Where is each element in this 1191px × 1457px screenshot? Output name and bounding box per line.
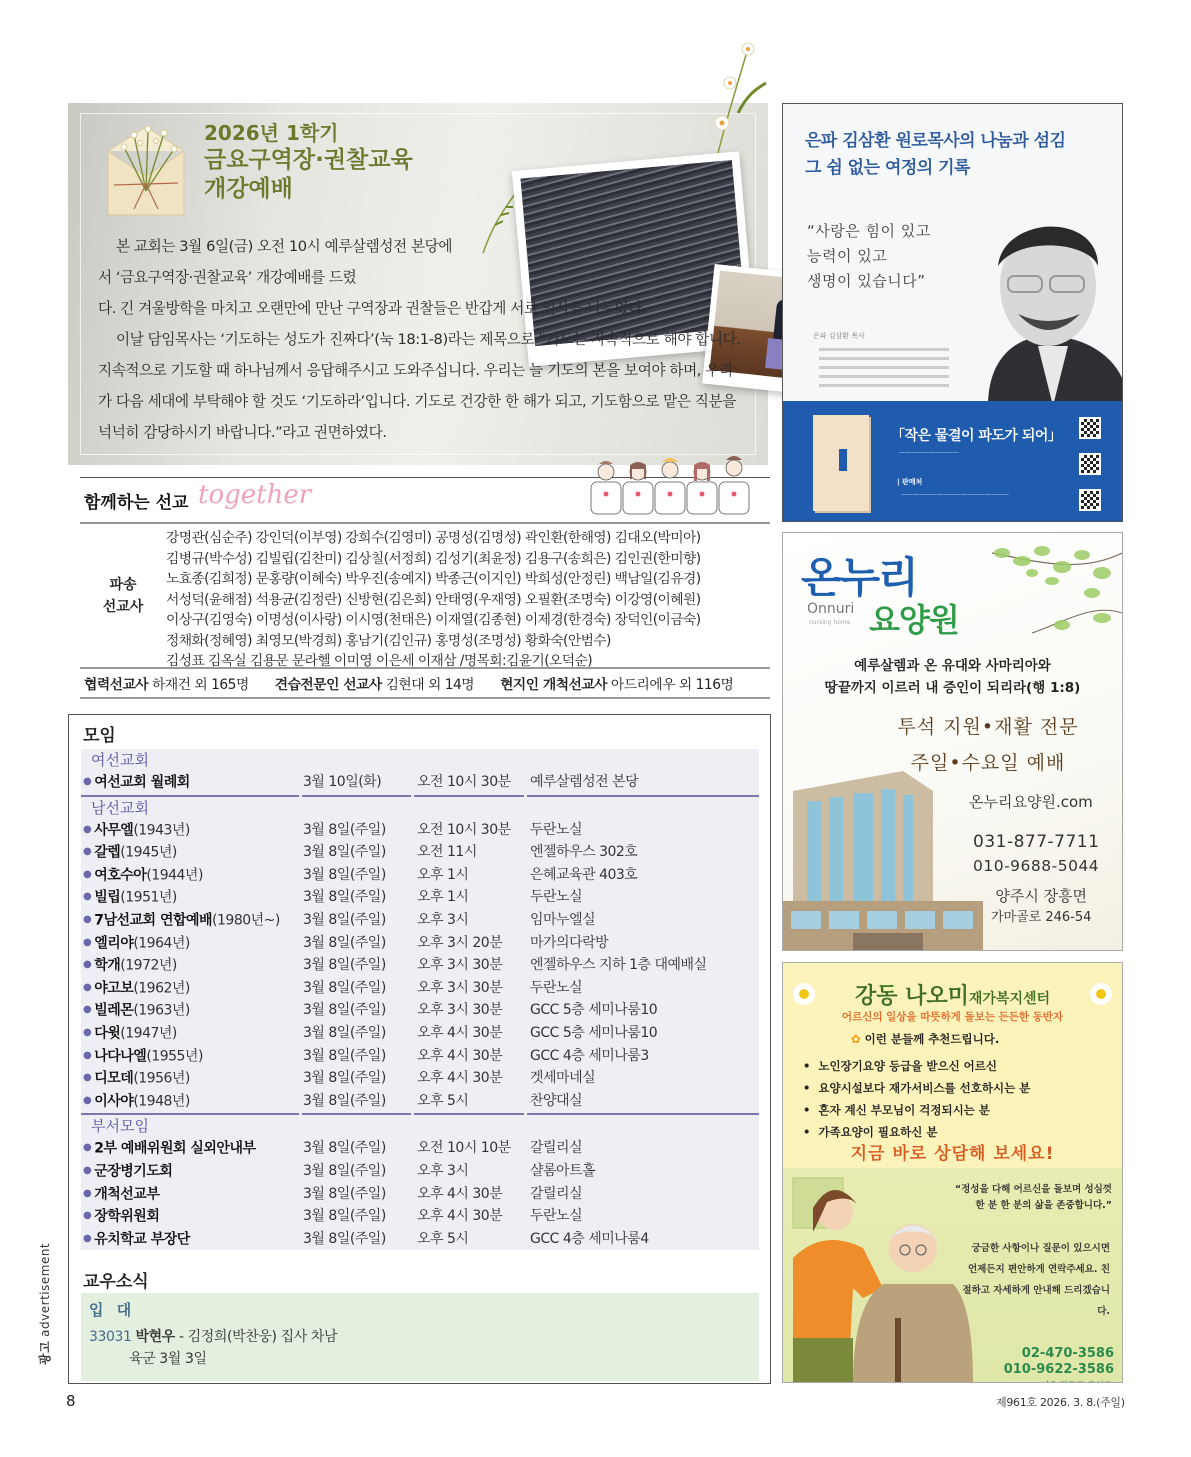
qr-code-icon[interactable] [1079, 489, 1101, 511]
meeting-place: 두란노실 [530, 889, 583, 906]
bullet-icon: ● [83, 913, 92, 925]
meeting-date: 3월 8일(주일) [303, 1092, 386, 1109]
onnuri-bible-verse: 예루살렘과 온 유대와 사마리아와 땅끝까지 이르러 내 증인이 되리라(행 1:8) [824, 658, 1081, 696]
meeting-place: 예루살렘성전 본당 [530, 774, 639, 790]
meeting-date: 3월 8일(주일) [303, 1162, 386, 1179]
book-ad-author: 은파 김삼환 목사 [813, 332, 865, 340]
bullet-icon: ● [83, 1164, 92, 1176]
bullet-icon: ● [83, 1232, 92, 1244]
bullet-icon: ● [83, 1026, 92, 1038]
meeting-row [81, 1090, 759, 1113]
bullet-icon: ● [83, 936, 92, 948]
onnuri-phones [973, 830, 1099, 878]
meeting-date: 3월 8일(주일) [303, 889, 386, 906]
list-item: • 가족요양이 필요하신 분 [803, 1125, 938, 1139]
meeting-row [81, 841, 759, 864]
book-title: 「작은 물결이 파도가 되어」 [891, 428, 1062, 444]
bullet-icon: ● [83, 1094, 92, 1106]
qr-code-icon[interactable] [1079, 453, 1101, 475]
naomi-recommend: ✿ 이런 분들께 추천드립니다. [851, 1032, 1000, 1046]
meeting-date: 3월 8일(주일) [303, 1024, 386, 1041]
meeting-date: 3월 8일(주일) [303, 866, 386, 883]
meeting-name: ● 빌립(1951년) [83, 889, 177, 906]
meetings-section [68, 714, 771, 1384]
meeting-time: 오후 4시 30분 [417, 1185, 503, 1202]
bullet-icon: ● [83, 846, 92, 858]
bullet-icon: ● [83, 823, 92, 835]
missionary-line: 강명관(심순주) 강인덕(이부영) 강희수(김영미) 공명성(김명성) 곽인환(한해영) 김대오(박미아) [166, 530, 701, 546]
feature-paragraph-1-cont: 다. 긴 겨울방학을 마치고 오랜만에 만난 구역장과 권찰들은 반갑게 서로 인사를 나누었다. [98, 300, 647, 317]
naomi-call-to-action: 지금 바로 상담해 보세요! [850, 1144, 1055, 1164]
naomi-slogan: 어르신의 일상을 따뜻하게 돌보는 든든한 동반자 [841, 1011, 1064, 1023]
meeting-place: 샬롬아트홀 [530, 1162, 596, 1179]
meetings-title: 모임 [83, 726, 116, 746]
meeting-place: GCC 5층 세미나룸10 [530, 1002, 658, 1019]
onnuri-logo: 온누리 [801, 553, 917, 602]
naomi-home-care-advertisement[interactable] [782, 962, 1123, 1383]
missionary-line: 서성덕(윤해점) 석용균(김정란) 신방현(김은희) 안태영(우재영) 오필환(조명숙) 이강영(이혜원) [166, 591, 701, 608]
meeting-name: ● 군장병기도회 [83, 1163, 173, 1180]
bullet-icon: ● [83, 1004, 92, 1016]
meeting-place: 겟세마네실 [530, 1070, 596, 1087]
meeting-row [81, 999, 759, 1022]
feature-title-line2: 금요구역장·권찰교육 [204, 147, 413, 173]
feature-paragraph-2: 이날 담임목사는 ‘기도하는 성도가 진짜다’(눅 18:1-8)라는 제목으로 “기도는 지속적으로 해야 합니다. 지속적으로 기도할 때 하나님께서 응답해주시고 도와주십니다. 우리는 늘 기도의 본을 보여야 하며, 우리가 다음 세대에 부탁해야 할 것도 ‘기도하라’입니다. 기도로 건강한 한 해가 되고, 기도함으로 맡은 직분을 넉넉히 감당하시기 바랍니다.”라고 권면하였다. [98, 331, 741, 441]
book-ad-band [783, 401, 1122, 522]
meeting-name: ● 여선교회 월례회 [83, 774, 190, 791]
meeting-name: ● 갈렙(1945년) [83, 844, 177, 861]
meeting-date: 3월 8일(주일) [303, 911, 386, 928]
advertisement-side-label: 광고advertisement [38, 1242, 52, 1365]
missionary-line: 김성표 김옥실 김용문 문라헬 이미영 이은세 이재삼 /명목회:김윤기(오덕순) [166, 653, 592, 669]
enlistment-entry: 33031 박현우 - 김정희(박찬웅) 집사 차남 [89, 1329, 338, 1345]
list-item: • 요양시설보다 재가서비스를 선호하시는 분 [803, 1081, 1031, 1095]
meeting-time: 오후 3시 30분 [417, 1002, 503, 1019]
meeting-row [81, 886, 759, 909]
meetings-list [81, 749, 759, 1250]
naomi-title: 강동 나오미재가복지센터 [854, 984, 1051, 1009]
onnuri-phone-2[interactable]: 010-9688-5044 [973, 857, 1100, 875]
missionaries-names [166, 524, 701, 667]
meeting-date: 3월 8일(주일) [303, 1208, 386, 1225]
meeting-place: GCC 5층 세미나룸10 [530, 1024, 658, 1041]
meeting-row [81, 771, 759, 794]
meeting-section [81, 749, 759, 797]
page-number: 8 [66, 1392, 76, 1410]
meeting-place: 임마누엘실 [530, 911, 596, 928]
meeting-row [81, 1022, 759, 1045]
meeting-row [81, 1205, 759, 1228]
onnuri-logo-english: Onnuri [807, 601, 855, 617]
meeting-time: 오후 4시 30분 [417, 1024, 503, 1041]
meeting-date: 3월 8일(주일) [303, 1140, 386, 1157]
bullet-icon: ● [83, 1049, 92, 1061]
meeting-date: 3월 8일(주일) [303, 1070, 386, 1087]
naomi-illustration-panel [783, 1168, 1122, 1383]
meeting-name: ● 빌레몬(1963년) [83, 1002, 190, 1019]
meeting-row [81, 909, 759, 932]
daisy-flowers-icon [708, 43, 768, 153]
meeting-name: ● 2부 예배위원회 실외안내부 [83, 1140, 256, 1157]
missions-section [80, 477, 770, 696]
onnuri-phone-1[interactable]: 031-877-7711 [973, 832, 1100, 852]
meeting-place: GCC 4층 세미나룸4 [530, 1230, 649, 1247]
onnuri-logo-english-sub: nursing home [809, 619, 851, 626]
meeting-place: 두란노실 [530, 821, 583, 838]
book-ad-quote: “사랑은 힘이 있고 능력이 있고 생명이 있습니다” [807, 222, 931, 290]
issue-info: 제961호 2026. 3. 8.(주일) [996, 1396, 1125, 1409]
meeting-name: ● 이사야(1948년) [83, 1093, 190, 1110]
naomi-phones [1004, 1346, 1114, 1378]
missionaries-label: 파송 선교사 [102, 576, 144, 615]
missionary-line: 이상구(김영숙) 이명성(이사랑) 이시영(천태은) 이재열(김종현) 이제경(한경숙) 장덕인(이금숙) [166, 612, 701, 628]
bullet-icon: ● [83, 891, 92, 903]
meeting-date: 3월 8일(주일) [303, 1230, 386, 1247]
meeting-time: 오후 1시 [417, 889, 469, 906]
meeting-time: 오전 10시 30분 [417, 821, 511, 838]
meeting-date: 3월 8일(주일) [303, 934, 386, 951]
bullet-icon: ● [83, 1210, 92, 1222]
meeting-place: 두란노실 [530, 979, 583, 996]
feature-title-line3: 개강예배 [204, 175, 293, 202]
together-script: together [198, 480, 312, 510]
book-retailers: —————————————————— [901, 491, 1009, 498]
flower-icon: ✿ [851, 1032, 861, 1046]
meeting-section-title: 부서모임 [91, 1117, 149, 1136]
meeting-time: 오후 3시 30분 [417, 979, 503, 996]
caregiver-elder-illustration [783, 1168, 973, 1383]
meeting-name: ● 학개(1972년) [83, 957, 177, 974]
envelope-flower-icon [104, 121, 188, 219]
pastor-portrait [958, 196, 1123, 406]
feature-paragraph-1: 본 교회는 3월 6일(금) 오전 10시 예루살렘성전 본당에서 ‘금요구역장·권찰교육’ 개강예배를 드렸 [98, 238, 453, 286]
missionaries-summary [80, 669, 770, 699]
onnuri-nursing-home-advertisement[interactable] [782, 532, 1123, 951]
meeting-place: 갈릴리실 [530, 1185, 583, 1202]
meeting-name: ● 장학위원회 [83, 1208, 160, 1225]
bullet-icon: ● [83, 981, 92, 993]
onnuri-address: 양주시 장흥면 가마골로 246-54 [991, 887, 1092, 925]
meeting-time: 오후 3시 [417, 911, 469, 928]
naomi-target-list [803, 1055, 1030, 1143]
meeting-time: 오후 5시 [417, 1092, 469, 1109]
meeting-date: 3월 8일(주일) [303, 1002, 386, 1019]
meeting-row [81, 954, 759, 977]
meeting-place: 찬양대실 [530, 1092, 583, 1109]
meeting-row [81, 1137, 759, 1160]
naomi-info: 궁금한 사항이나 질문이 있으시면 언제든지 편안하게 연락주세요. 친절하고 자세하게 안내해 드리겠습니다. [962, 1243, 1110, 1317]
meeting-name: ● 사무엘(1943년) [83, 821, 190, 838]
building-illustration [783, 751, 993, 951]
meeting-name: ● 유치학교 부장단 [83, 1230, 190, 1247]
meeting-row [81, 1228, 759, 1251]
naomi-address [1041, 1380, 1112, 1383]
apprentice-missionaries: 견습전문인 선교사 김현대 외 14명 [274, 677, 475, 693]
missionaries-table [80, 522, 770, 669]
onnuri-logo-subtitle: 요양원 [869, 601, 959, 639]
meeting-date: 3월 8일(주일) [303, 844, 386, 861]
feature-title [204, 121, 413, 204]
meeting-time: 오후 1시 [417, 866, 469, 883]
meeting-section-title: 남선교회 [91, 798, 149, 817]
meeting-date: 3월 8일(주일) [303, 1047, 386, 1064]
feature-title-line1: 2026년 1학기 [204, 121, 339, 145]
meeting-name: ● 7남선교회 연합예배(1980년~) [83, 912, 280, 929]
meeting-place: 갈릴리실 [530, 1140, 583, 1157]
tree-branch-illustration [942, 533, 1122, 648]
people-hearts-illustration [585, 456, 755, 516]
meeting-time: 오전 10시 30분 [417, 774, 511, 790]
book-ad-headline: 은파 김삼환 원로목사의 나눔과 섬김 그 쉼 없는 여정의 기록 [805, 131, 1066, 178]
missionary-line: 정채화(정혜영) 최영모(박경희) 홍남기(김인규) 홍명성(조명성) 황화숙(안범수) [166, 632, 611, 649]
feature-article [68, 103, 768, 465]
meeting-row [81, 977, 759, 1000]
missionary-line: 김병규(박수성) 김빌립(김찬미) 김상칠(서정희) 김성기(최윤정) 김용구(송희은) 김인권(한미향) [166, 550, 701, 567]
member-news-title: 교우소식 [83, 1272, 149, 1292]
naomi-phone-2[interactable]: 010-9622-3586 [1003, 1362, 1114, 1377]
meeting-name: ● 개척선교부 [83, 1185, 160, 1202]
meeting-name: ● 엘리야(1964년) [83, 934, 190, 951]
member-news [81, 1293, 759, 1381]
meeting-date: 3월 8일(주일) [303, 821, 386, 838]
meeting-place: 마가의다락방 [530, 934, 609, 951]
book-cover-image [813, 415, 869, 511]
naomi-phone-1[interactable]: 02-470-3586 [1021, 1346, 1114, 1361]
bullet-icon: ● [83, 868, 92, 880]
meeting-row [81, 864, 759, 887]
meeting-date: 3월 8일(주일) [303, 1185, 386, 1202]
meeting-date: 3월 8일(주일) [303, 979, 386, 996]
meeting-place: GCC 4층 세미나룸3 [530, 1047, 649, 1064]
list-item: • 노인장기요양 등급을 받으신 어르신 [803, 1059, 998, 1073]
enlistment-subtitle: 입 대 [89, 1301, 136, 1319]
meeting-time: 오후 4시 30분 [417, 1070, 503, 1087]
cooperating-missionaries: 협력선교사 하재건 외 165명 [84, 677, 249, 693]
meeting-name: ● 야고보(1962년) [83, 980, 190, 997]
meeting-section [81, 797, 759, 1116]
list-item: • 혼자 계신 부모님이 걱정되시는 분 [803, 1103, 990, 1117]
onnuri-website[interactable]: 온누리요양원.com [969, 793, 1093, 811]
meeting-time: 오후 3시 20분 [417, 934, 503, 951]
enlistment-detail: 육군 3월 3일 [129, 1351, 207, 1367]
feature-body [98, 231, 743, 448]
book-buy-label: | 판매처 [897, 478, 923, 486]
missionary-line: 노효종(김희정) 문홍량(이혜숙) 박우진(송예지) 박종근(이지인) 박희성(안정린) 백남일(김유경) [166, 571, 701, 587]
book-ad-author-bio [819, 348, 949, 393]
bullet-icon: ● [83, 1187, 92, 1199]
book-subtitle: —————————— [899, 449, 959, 456]
meeting-row [81, 1045, 759, 1068]
meeting-row [81, 1067, 759, 1090]
meeting-name: ● 디모데(1956년) [83, 1070, 190, 1087]
meeting-date: 3월 8일(주일) [303, 957, 386, 974]
meeting-time: 오전 10시 10분 [417, 1140, 511, 1157]
meeting-section-title: 여선교회 [91, 751, 149, 769]
meeting-section [81, 1115, 759, 1250]
naomi-quote: “정성을 다해 어르신을 돌보며 성심껏 한 분 한 분의 삶을 존중합니다.” [954, 1184, 1112, 1211]
meeting-time: 오후 3시 30분 [417, 957, 503, 974]
meeting-time: 오후 4시 30분 [417, 1047, 503, 1064]
meeting-place: 두란노실 [530, 1208, 583, 1225]
missions-title: 함께하는 선교 [84, 493, 189, 513]
meeting-time: 오전 11시 [417, 844, 477, 861]
meeting-row [81, 1183, 759, 1206]
meeting-name: ● 여호수아(1944년) [83, 867, 203, 884]
bullet-icon: ● [83, 776, 92, 787]
meeting-time: 오후 3시 [417, 1162, 469, 1179]
meeting-time: 오후 4시 30분 [417, 1208, 503, 1225]
meeting-name: ● 다윗(1947년) [83, 1025, 177, 1042]
meeting-time: 오후 5시 [417, 1230, 469, 1247]
book-advertisement[interactable] [782, 103, 1123, 522]
local-church-planters: 현지인 개척선교사 아드리에우 외 116명 [500, 677, 734, 693]
bullet-icon: ● [83, 1142, 92, 1154]
bullet-icon: ● [83, 1072, 92, 1084]
onnuri-services: 투석 지원•재활 전문 주일•수요일 예배 [897, 716, 1079, 774]
meeting-name: ● 나다나엘(1955년) [83, 1047, 203, 1064]
meeting-date: 3월 10일(화) [303, 774, 382, 790]
meeting-place: 엔젤하우스 302호 [530, 844, 638, 861]
meeting-row [81, 819, 759, 842]
meeting-row [81, 932, 759, 955]
meeting-place: 엔젤하우스 지하 1층 대예배실 [530, 957, 707, 974]
meeting-place: 은혜교육관 403호 [530, 866, 638, 883]
bullet-icon: ● [83, 959, 92, 971]
meeting-row [81, 1160, 759, 1183]
qr-code-icon[interactable] [1079, 417, 1101, 439]
